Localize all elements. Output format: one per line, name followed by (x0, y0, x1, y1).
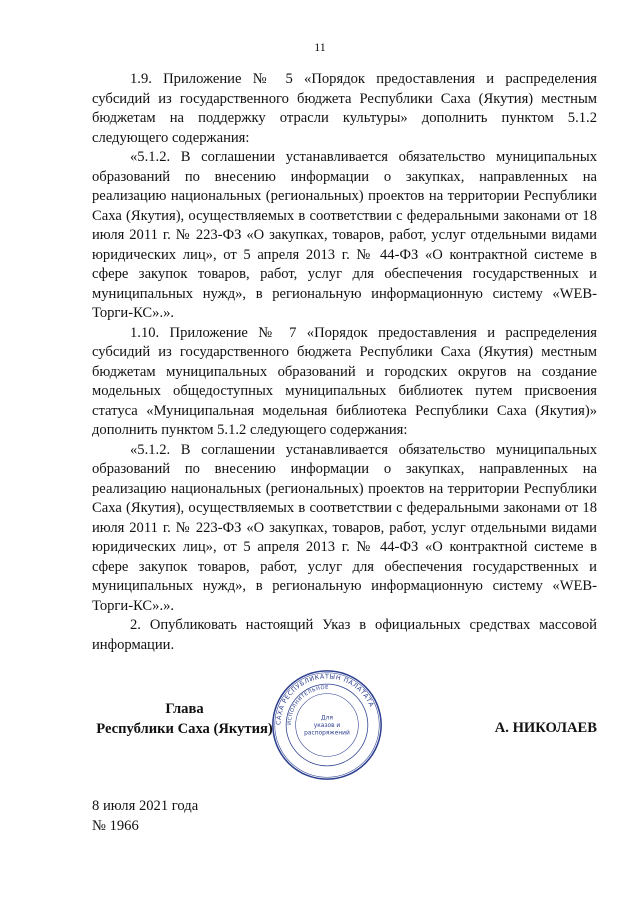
official-seal (270, 668, 384, 782)
paragraph-1-9: 1.9. Приложение № 5 «Порядок предоставления и распределения субсидий из государственного бюджета Республики Саха (Якутия) местным бюджетам на поддержку отрасли культуры» дополнить пунктом 5.1.2 следующего содержания: (92, 71, 597, 146)
document-body (92, 70, 597, 655)
document-footer (92, 797, 198, 836)
paragraph-5-1-2-second: «5.1.2. В соглашении устанавливается обязательство муниципальных образований по внесению информации о закупках, направленных на реализацию национальных (региональных) проектов на территории Республики Саха (Якутия), осуществляемых в соответствии с федеральными законами от 18 июля 2011 г. № 223-ФЗ «О закупках, товаров, работ, услуг отдельными видами юридических лиц», от 5 апреля 2013 г. № 44-ФЗ «О контрактной системе в сфере закупок товаров, работ, услуг для обеспечения государственных и муниципальных нужд», в региональную информационную систему «WEB-Торги-КС».». (92, 441, 597, 614)
page-number: 11 (314, 40, 326, 54)
decree-date: 8 июля 2021 года (92, 798, 199, 814)
signatory-title (92, 700, 277, 739)
seal-outer-ring-text: САХА РЕСПУБЛИКАТЫН ПАЛАТАТА (275, 673, 375, 726)
paragraph-2-publish: 2. Опубликовать настоящий Указ в официальных средствах массовой информации. (92, 617, 597, 653)
seal-center-line2: указов и (313, 722, 341, 729)
signatory-title-line1: Глава (165, 701, 204, 717)
signatory-title-line2: Республики Саха (Якутия) (96, 720, 273, 737)
signatory-name: А. НИКОЛАЕВ (494, 720, 597, 736)
paragraph-1-10: 1.10. Приложение № 7 «Порядок предоставления и распределения субсидий из государственного бюджета Республики Саха (Якутия) местным бюджетам муниципальных образований и городских округов на создание модельных общедоступных муниципальных библиотек путем присвоения статуса «Муниципальная модельная библиотека Республики Саха (Якутия)» дополнить пунктом 5.1.2 следующего содержания: (92, 324, 597, 438)
seal-center-line3: распоряжений (304, 730, 350, 737)
seal-center-line1: Для (321, 715, 333, 722)
paragraph-5-1-2-first: «5.1.2. В соглашении устанавливается обязательство муниципальных образований по внесению информации о закупках, направленных на реализацию национальных (региональных) проектов на территории Республики Саха (Якутия), осуществляемых в соответствии с федеральными законами от 18 июля 2011 г. № 223-ФЗ «О закупках, товаров, работ, услуг отдельными видами юридических лиц», от 5 апреля 2013 г. № 44-ФЗ «О контрактной системе в сфере закупок товаров, работ, услуг для обеспечения государственных и муниципальных нужд», в региональную информационную систему «WEB-Торги-КС».». (92, 149, 597, 321)
seal-inner-ring-text: ИСПОЛНИТЕЛЬНОЕ (286, 684, 329, 726)
decree-number: № 1966 (92, 817, 139, 834)
